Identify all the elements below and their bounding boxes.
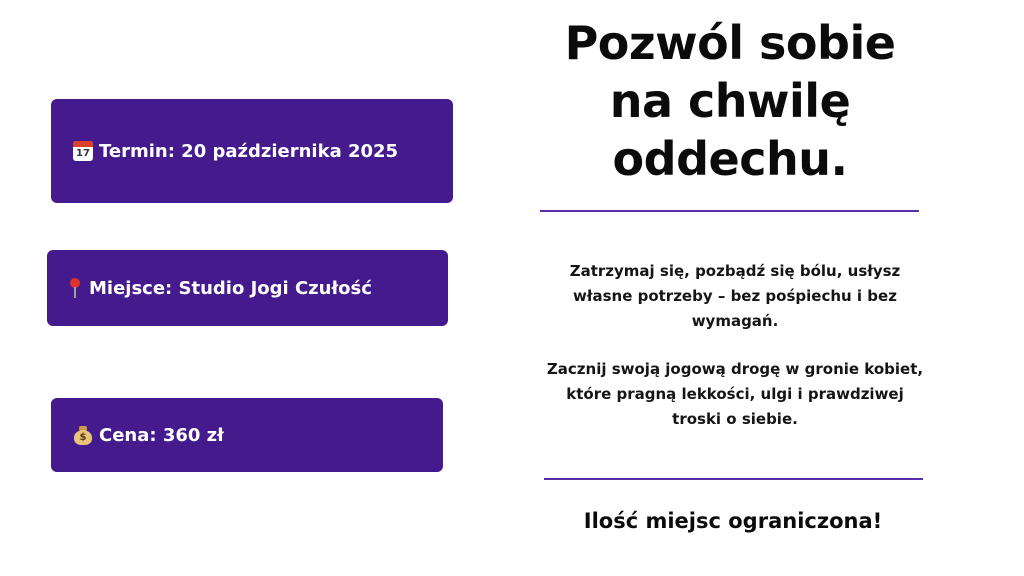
price-label: Cena: 360 zł [99,424,224,446]
calendar-icon: 17 [73,141,93,161]
date-box [51,99,453,203]
divider-bottom [544,478,923,480]
place-box [47,250,448,326]
paragraph-first: Zatrzymaj się, pozbądź się bólu, usłysz własne potrzeby – bez pośpiechu i bez wymagań. [569,262,901,330]
money-bag-icon: $ [73,425,93,445]
pin-icon [69,278,81,298]
paragraph-second: Zacznij swoją jogową drogę w gronie kobiet, które pragną lekkości, ulgi i prawdziwej troski o siebie. [546,360,924,428]
date-label: Termin: 20 października 2025 [99,140,399,162]
divider-top [540,210,919,212]
price-box [51,398,443,472]
footer-note: Ilość miejsc ograniczona! [583,509,883,533]
headline: Pozwól sobie na chwilę oddechu. [564,16,896,186]
place-label: Miejsce: Studio Jogi Czułość [89,277,372,299]
